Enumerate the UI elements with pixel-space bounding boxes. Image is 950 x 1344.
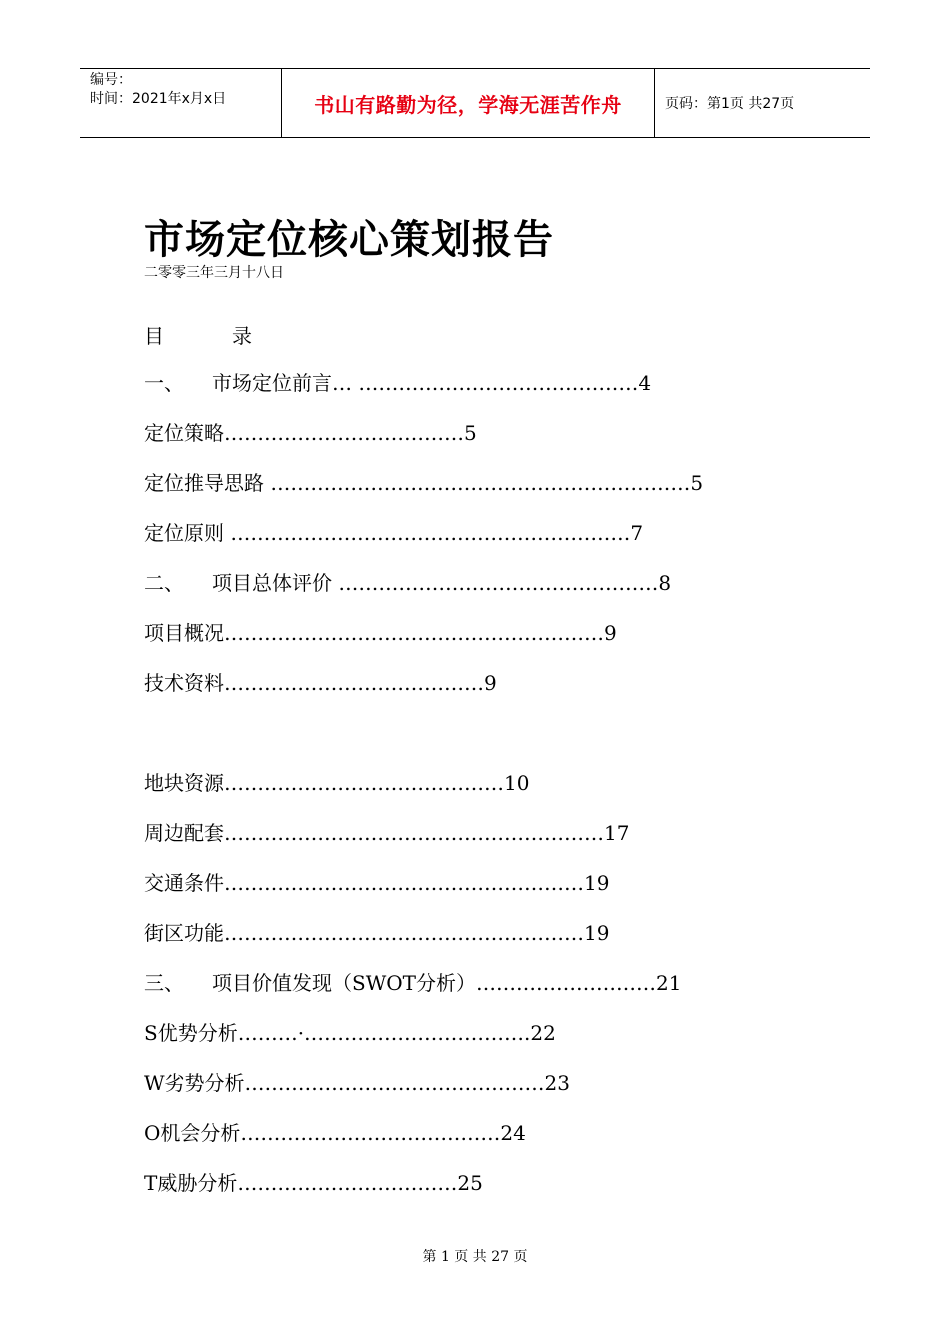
toc-entry[interactable] bbox=[144, 568, 671, 598]
toc-entry-text: 市场定位前言… ……………………………………4 bbox=[212, 371, 652, 395]
toc-entry-text: S优势分析………·…………………………….22 bbox=[144, 1021, 556, 1045]
toc-entry-text: 定位策略………………………………5 bbox=[144, 421, 477, 445]
toc-entry-text: 技术资料…………………………………9 bbox=[144, 671, 497, 695]
document-title: 市场定位核心策划报告 bbox=[144, 217, 554, 263]
toc-entry-number: 一、 bbox=[144, 371, 184, 395]
toc-entry[interactable] bbox=[144, 468, 703, 498]
toc-entry-text: 项目总体评价 …………………………………………8 bbox=[212, 571, 672, 595]
toc-entry[interactable] bbox=[144, 1018, 556, 1048]
toc-entry[interactable] bbox=[144, 418, 477, 448]
toc-entry-text: 交通条件………………………………………………19 bbox=[144, 871, 610, 895]
toc-entry-text: 项目价值发现（SWOT分析）………………………21 bbox=[212, 971, 682, 995]
toc-entry-text: T威胁分析……………………………25 bbox=[144, 1171, 483, 1195]
toc-entry-text: 周边配套…………………………………………………17 bbox=[144, 821, 630, 845]
toc-entry[interactable] bbox=[144, 968, 681, 998]
toc-entry-number: 二、 bbox=[144, 571, 184, 595]
toc-entry-text: 地块资源……………………………………10 bbox=[144, 771, 530, 795]
header-page-cell bbox=[655, 69, 870, 137]
toc-entry-text: 街区功能………………………………………………19 bbox=[144, 921, 610, 945]
toc-entry-text: 项目概况…………………………………………………9 bbox=[144, 621, 617, 645]
toc-entry[interactable] bbox=[144, 668, 497, 698]
document-date: 二零零三年三月十八日 bbox=[144, 265, 284, 281]
toc-heading bbox=[144, 320, 252, 349]
toc-entry[interactable] bbox=[144, 918, 609, 948]
motto-text: 书山有路勤为径，学海无涯苦作舟 bbox=[314, 92, 622, 117]
toc-entry[interactable] bbox=[144, 368, 651, 398]
header-motto-cell bbox=[281, 69, 655, 137]
toc-entry-text: 定位原则 ……………………………………………………7 bbox=[144, 521, 644, 545]
number-label: 编号： bbox=[90, 72, 132, 88]
page-footer: 第 1 页 共 27 页 bbox=[422, 1249, 528, 1265]
time-label: 时间：2021年x月x日 bbox=[90, 91, 227, 107]
toc-entry[interactable] bbox=[144, 618, 617, 648]
toc-heading-right: 录 bbox=[232, 324, 252, 348]
toc-entry-text: O机会分析…………………………………24 bbox=[144, 1121, 526, 1145]
header-table bbox=[80, 68, 870, 138]
toc-entry[interactable] bbox=[144, 1118, 526, 1148]
page-info: 页码：第1页 共27页 bbox=[665, 96, 795, 112]
toc-entry[interactable] bbox=[144, 818, 629, 848]
toc-entry[interactable] bbox=[144, 518, 643, 548]
toc-entry[interactable] bbox=[144, 768, 529, 798]
header-meta-cell bbox=[80, 69, 281, 137]
toc-entry-text: W劣势分析………………………………………23 bbox=[144, 1071, 571, 1095]
toc-entry[interactable] bbox=[144, 1068, 570, 1098]
toc-entry-number: 三、 bbox=[144, 971, 184, 995]
toc-entry[interactable] bbox=[144, 868, 609, 898]
toc-heading-left: 目 bbox=[144, 324, 164, 348]
toc-entry-text: 定位推导思路 ………………………………………………………5 bbox=[144, 471, 704, 495]
toc-entry[interactable] bbox=[144, 1168, 483, 1198]
